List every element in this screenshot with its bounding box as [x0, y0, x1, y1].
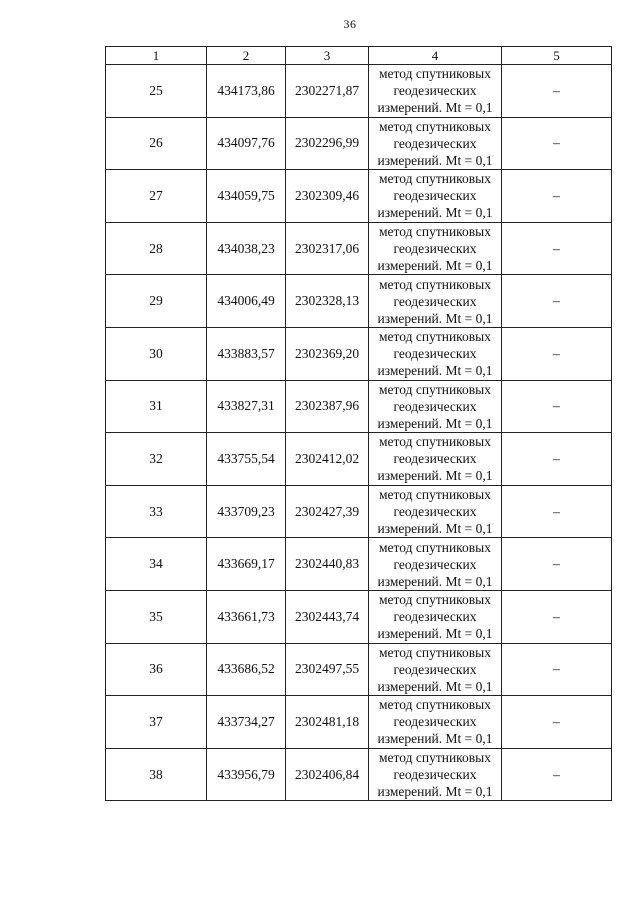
- method-cell: [369, 643, 502, 696]
- method-line: метод спутниковых: [379, 329, 491, 345]
- note-cell: –: [502, 485, 612, 538]
- method-line: геодезических: [393, 83, 477, 99]
- method-line: геодезических: [393, 135, 477, 151]
- point-number-cell: 26: [106, 117, 207, 170]
- table-row: [106, 380, 612, 433]
- table-row: [106, 222, 612, 275]
- method-line: геодезических: [393, 661, 477, 677]
- method-line: геодезических: [393, 293, 477, 309]
- table-row: [106, 485, 612, 538]
- point-number-cell: 34: [106, 538, 207, 591]
- column-header: 3: [286, 47, 369, 65]
- method-cell: [369, 696, 502, 749]
- y-coordinate-cell: 2302481,18: [286, 696, 369, 749]
- note-cell: –: [502, 117, 612, 170]
- method-line: метод спутниковых: [379, 750, 491, 766]
- method-line: геодезических: [393, 188, 477, 204]
- method-line: метод спутниковых: [379, 171, 491, 187]
- method-line: измерений. Mt = 0,1: [377, 521, 493, 537]
- method-cell: [369, 117, 502, 170]
- method-cell: [369, 433, 502, 486]
- table-row: [106, 275, 612, 328]
- note-cell: –: [502, 327, 612, 380]
- method-line: измерений. Mt = 0,1: [377, 468, 493, 484]
- point-number-cell: 38: [106, 748, 207, 801]
- point-number-cell: 29: [106, 275, 207, 328]
- method-line: измерений. Mt = 0,1: [377, 363, 493, 379]
- note-cell: –: [502, 380, 612, 433]
- method-line: метод спутниковых: [379, 276, 491, 292]
- method-line: метод спутниковых: [379, 118, 491, 134]
- note-cell: –: [502, 538, 612, 591]
- table-row: [106, 696, 612, 749]
- method-line: измерений. Mt = 0,1: [377, 100, 493, 116]
- method-cell: [369, 485, 502, 538]
- table-row: [106, 433, 612, 486]
- method-line: измерений. Mt = 0,1: [377, 784, 493, 800]
- note-cell: –: [502, 748, 612, 801]
- y-coordinate-cell: 2302309,46: [286, 170, 369, 223]
- point-number-cell: 31: [106, 380, 207, 433]
- point-number-cell: 32: [106, 433, 207, 486]
- method-line: метод спутниковых: [379, 539, 491, 555]
- column-header: 5: [502, 47, 612, 65]
- point-number-cell: 36: [106, 643, 207, 696]
- table-row: [106, 643, 612, 696]
- method-line: измерений. Mt = 0,1: [377, 205, 493, 221]
- method-line: метод спутниковых: [379, 66, 491, 82]
- y-coordinate-cell: 2302387,96: [286, 380, 369, 433]
- note-cell: –: [502, 65, 612, 118]
- method-line: метод спутниковых: [379, 224, 491, 240]
- page-number: 36: [343, 17, 357, 31]
- x-coordinate-cell: 434038,23: [207, 222, 286, 275]
- table-row: [106, 590, 612, 643]
- y-coordinate-cell: 2302317,06: [286, 222, 369, 275]
- point-number-cell: 27: [106, 170, 207, 223]
- method-cell: [369, 222, 502, 275]
- y-coordinate-cell: 2302328,13: [286, 275, 369, 328]
- x-coordinate-cell: 433734,27: [207, 696, 286, 749]
- method-line: метод спутниковых: [379, 644, 491, 660]
- point-number-cell: 33: [106, 485, 207, 538]
- method-cell: [369, 170, 502, 223]
- method-line: измерений. Mt = 0,1: [377, 626, 493, 642]
- method-line: геодезических: [393, 609, 477, 625]
- method-line: геодезических: [393, 346, 477, 362]
- point-number-cell: 37: [106, 696, 207, 749]
- table-row: [106, 117, 612, 170]
- method-line: измерений. Mt = 0,1: [377, 415, 493, 431]
- point-number-cell: 28: [106, 222, 207, 275]
- x-coordinate-cell: 433827,31: [207, 380, 286, 433]
- method-line: измерений. Mt = 0,1: [377, 678, 493, 694]
- method-line: измерений. Mt = 0,1: [377, 152, 493, 168]
- x-coordinate-cell: 434006,49: [207, 275, 286, 328]
- note-cell: –: [502, 170, 612, 223]
- x-coordinate-cell: 433755,54: [207, 433, 286, 486]
- method-cell: [369, 380, 502, 433]
- method-line: геодезических: [393, 767, 477, 783]
- table-row: [106, 748, 612, 801]
- method-line: измерений. Mt = 0,1: [377, 573, 493, 589]
- y-coordinate-cell: 2302406,84: [286, 748, 369, 801]
- method-cell: [369, 538, 502, 591]
- method-line: метод спутниковых: [379, 487, 491, 503]
- y-coordinate-cell: 2302412,02: [286, 433, 369, 486]
- note-cell: –: [502, 433, 612, 486]
- x-coordinate-cell: 433686,52: [207, 643, 286, 696]
- method-line: измерений. Mt = 0,1: [377, 258, 493, 274]
- y-coordinate-cell: 2302440,83: [286, 538, 369, 591]
- y-coordinate-cell: 2302296,99: [286, 117, 369, 170]
- method-line: геодезических: [393, 398, 477, 414]
- table-header-row: [106, 47, 612, 65]
- coordinates-table: [105, 46, 612, 801]
- method-line: измерений. Mt = 0,1: [377, 731, 493, 747]
- method-line: геодезических: [393, 241, 477, 257]
- x-coordinate-cell: 434059,75: [207, 170, 286, 223]
- table-row: [106, 170, 612, 223]
- method-cell: [369, 748, 502, 801]
- y-coordinate-cell: 2302443,74: [286, 590, 369, 643]
- method-line: измерений. Mt = 0,1: [377, 310, 493, 326]
- column-header: 4: [369, 47, 502, 65]
- method-line: геодезических: [393, 714, 477, 730]
- y-coordinate-cell: 2302271,87: [286, 65, 369, 118]
- x-coordinate-cell: 433661,73: [207, 590, 286, 643]
- y-coordinate-cell: 2302427,39: [286, 485, 369, 538]
- point-number-cell: 25: [106, 65, 207, 118]
- point-number-cell: 30: [106, 327, 207, 380]
- method-line: геодезических: [393, 451, 477, 467]
- y-coordinate-cell: 2302369,20: [286, 327, 369, 380]
- method-line: метод спутниковых: [379, 434, 491, 450]
- point-number-cell: 35: [106, 590, 207, 643]
- x-coordinate-cell: 433956,79: [207, 748, 286, 801]
- method-cell: [369, 590, 502, 643]
- y-coordinate-cell: 2302497,55: [286, 643, 369, 696]
- note-cell: –: [502, 643, 612, 696]
- table-row: [106, 538, 612, 591]
- table-row: [106, 327, 612, 380]
- x-coordinate-cell: 434097,76: [207, 117, 286, 170]
- x-coordinate-cell: 434173,86: [207, 65, 286, 118]
- column-header: 1: [106, 47, 207, 65]
- note-cell: –: [502, 222, 612, 275]
- note-cell: –: [502, 590, 612, 643]
- x-coordinate-cell: 433669,17: [207, 538, 286, 591]
- method-line: метод спутниковых: [379, 381, 491, 397]
- method-cell: [369, 65, 502, 118]
- table-row: [106, 65, 612, 118]
- method-line: геодезических: [393, 504, 477, 520]
- x-coordinate-cell: 433883,57: [207, 327, 286, 380]
- note-cell: –: [502, 275, 612, 328]
- method-line: метод спутниковых: [379, 697, 491, 713]
- table-body: [106, 65, 612, 801]
- x-coordinate-cell: 433709,23: [207, 485, 286, 538]
- method-cell: [369, 327, 502, 380]
- method-line: геодезических: [393, 556, 477, 572]
- column-header: 2: [207, 47, 286, 65]
- note-cell: –: [502, 696, 612, 749]
- method-line: метод спутниковых: [379, 592, 491, 608]
- method-cell: [369, 275, 502, 328]
